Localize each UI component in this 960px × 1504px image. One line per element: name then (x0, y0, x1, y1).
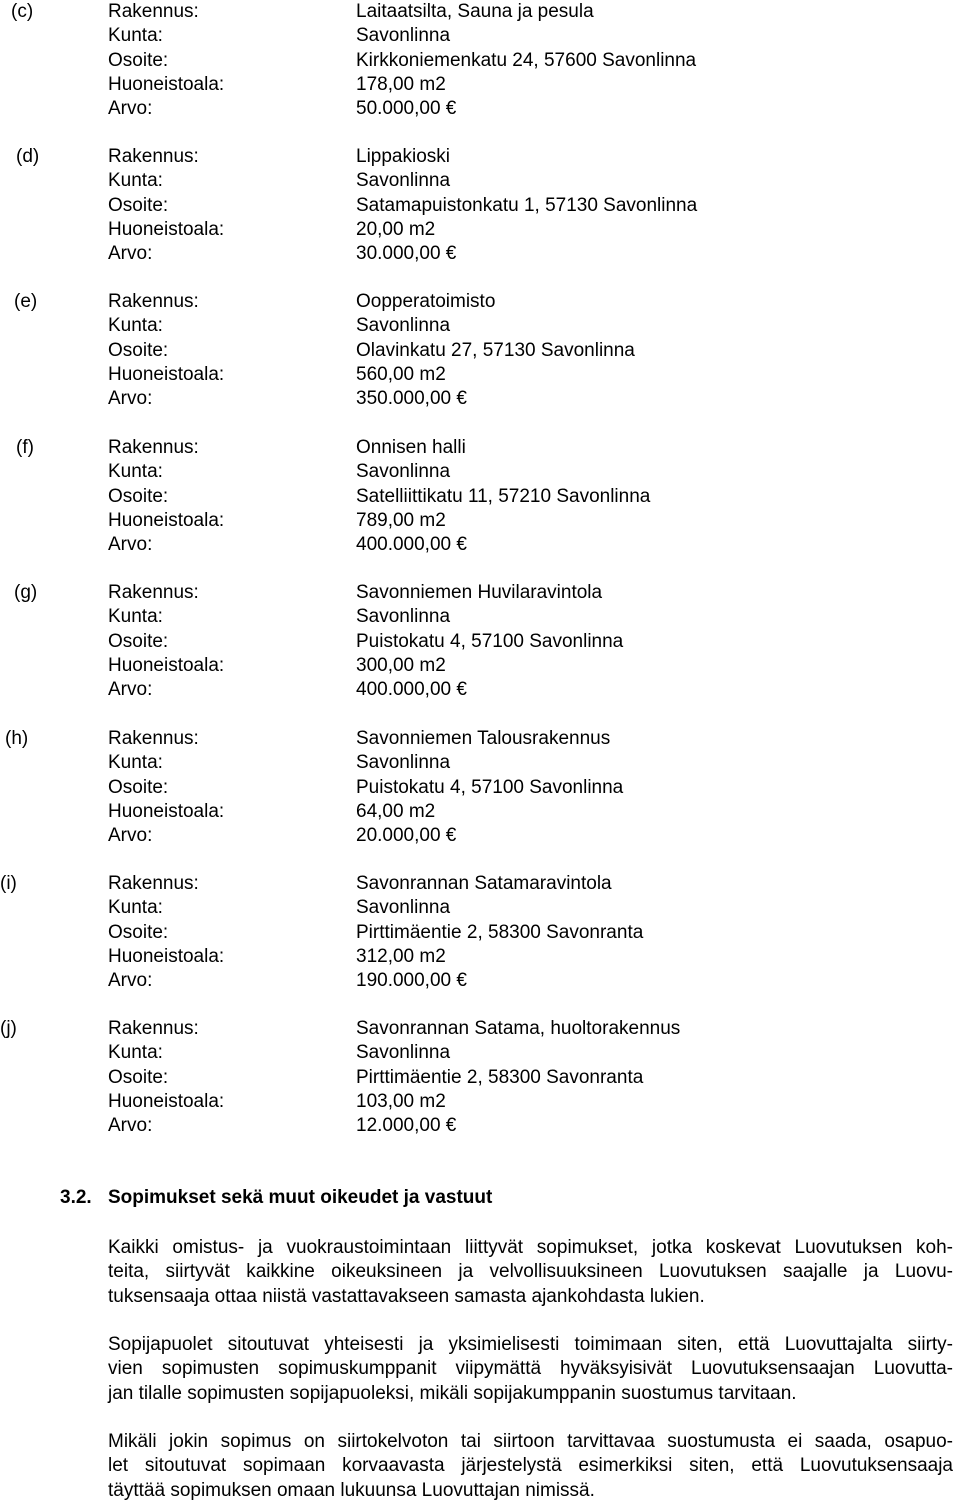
address-label: Osoite: (108, 339, 169, 361)
floor-area-label: Huoneistoala: (108, 654, 225, 676)
value-label: Arvo: (108, 98, 153, 120)
municipality-value: Savonlinna (356, 25, 451, 47)
building-label: Rakennus: (108, 582, 199, 603)
building-row (108, 145, 928, 169)
paragraph-2 (108, 1333, 953, 1406)
property-entry-j (0, 1017, 960, 1139)
municipality-value: Savonlinna (356, 606, 451, 628)
building-label: Rakennus: (108, 291, 199, 312)
address-row (108, 194, 928, 218)
property-entry-g (0, 581, 960, 703)
property-entry-c (0, 0, 960, 122)
paragraph-line: Sopijapuolet sitoutuvat yhteisesti ja yksimielisesti toimimaan siten, että Luovuttajalta siirty- (108, 1334, 953, 1355)
paragraph-1 (108, 1236, 953, 1309)
municipality-label: Kunta: (108, 606, 163, 628)
value-label: Arvo: (108, 534, 153, 556)
paragraph-line: Kaikki omistus- ja vuokraustoimintaan liittyvät sopimukset, jotka koskevat Luovutuksen koh- (108, 1237, 953, 1258)
floor-area-row (108, 509, 928, 533)
municipality-label: Kunta: (108, 315, 163, 337)
value-row (108, 824, 928, 848)
floor-area-value: 789,00 m2 (356, 509, 446, 531)
floor-area-label: Huoneistoala: (108, 509, 225, 531)
paragraph-line: jan tilalle sopimusten sopijapuoleksi, mikäli sopijakumppanin suostumus tarvitaan. (108, 1382, 797, 1404)
floor-area-row (108, 218, 928, 242)
floor-area-value: 20,00 m2 (356, 218, 436, 240)
municipality-value: Savonlinna (356, 897, 451, 919)
value-row (108, 533, 928, 557)
address-label: Osoite: (108, 921, 169, 943)
municipality-label: Kunta: (108, 1042, 163, 1064)
paragraph-line: tuksensaaja ottaa niistä vastattavakseen samasta ajankohdasta lukien. (108, 1285, 705, 1307)
value-value: 50.000,00 € (356, 98, 457, 120)
section-title: Sopimukset sekä muut oikeudet ja vastuut (108, 1187, 493, 1208)
floor-area-row (108, 73, 928, 97)
floor-area-value: 300,00 m2 (356, 654, 446, 676)
address-value: Satelliittikatu 11, 57210 Savonlinna (356, 485, 651, 507)
address-value: Olavinkatu 27, 57130 Savonlinna (356, 339, 635, 361)
municipality-row (108, 751, 928, 775)
floor-area-label: Huoneistoala: (108, 1090, 225, 1112)
entry-label: (g) (14, 582, 38, 603)
property-entry-h (0, 727, 960, 849)
municipality-label: Kunta: (108, 752, 163, 774)
value-value: 400.000,00 € (356, 534, 467, 556)
municipality-row (108, 1041, 928, 1065)
value-value: 400.000,00 € (356, 679, 467, 701)
floor-area-value: 560,00 m2 (356, 363, 446, 385)
building-label: Rakennus: (108, 1018, 199, 1039)
value-row (108, 387, 928, 411)
floor-area-value: 64,00 m2 (356, 800, 436, 822)
paragraph-line: Mikäli jokin sopimus on siirtokelvoton tai siirtoon tarvittavaa suostumusta ei saada, osapuo- (108, 1431, 953, 1452)
municipality-row (108, 460, 928, 484)
floor-area-label: Huoneistoala: (108, 800, 225, 822)
paragraph-line: let sitoutuvat sopimaan korvaavasta järjestelystä esimerkiksi siten, että Luovutuksensaaja (108, 1455, 953, 1477)
building-value: Oopperatoimisto (356, 291, 496, 312)
municipality-label: Kunta: (108, 170, 163, 192)
address-label: Osoite: (108, 1066, 169, 1088)
value-row (108, 1114, 928, 1138)
building-label: Rakennus: (108, 728, 199, 749)
value-row (108, 678, 928, 702)
address-row (108, 776, 928, 800)
building-row (108, 581, 928, 605)
floor-area-label: Huoneistoala: (108, 218, 225, 240)
address-label: Osoite: (108, 194, 169, 216)
property-entry-e (0, 290, 960, 412)
address-row (108, 49, 928, 73)
building-value: Savonniemen Talousrakennus (356, 728, 611, 749)
building-row (108, 1017, 928, 1041)
building-row (108, 290, 928, 314)
paragraph-line: vien sopimusten sopimuskumppanit viipymättä hyväksyisivät Luovutuksensaajan Luovutta- (108, 1358, 953, 1380)
value-label: Arvo: (108, 1115, 153, 1137)
value-value: 30.000,00 € (356, 243, 457, 265)
floor-area-row (108, 363, 928, 387)
building-row (108, 872, 928, 896)
municipality-value: Savonlinna (356, 170, 451, 192)
municipality-row (108, 605, 928, 629)
building-value: Lippakioski (356, 146, 450, 167)
building-value: Savonrannan Satama, huoltorakennus (356, 1018, 681, 1039)
building-value: Savonniemen Huvilaravintola (356, 582, 603, 603)
entry-label: (d) (16, 146, 40, 167)
value-row (108, 969, 928, 993)
municipality-row (108, 24, 928, 48)
floor-area-label: Huoneistoala: (108, 363, 225, 385)
building-value: Onnisen halli (356, 437, 466, 458)
building-row (108, 0, 928, 24)
address-row (108, 921, 928, 945)
building-label: Rakennus: (108, 1, 199, 22)
paragraph-line: täyttää sopimuksen omaan lukuunsa Luovuttajan nimissä. (108, 1479, 595, 1501)
value-row (108, 97, 928, 121)
floor-area-value: 178,00 m2 (356, 73, 446, 95)
entry-label: (j) (0, 1018, 17, 1039)
address-row (108, 630, 928, 654)
address-value: Puistokatu 4, 57100 Savonlinna (356, 630, 624, 652)
value-value: 350.000,00 € (356, 388, 467, 410)
address-value: Pirttimäentie 2, 58300 Savonranta (356, 1066, 644, 1088)
value-value: 12.000,00 € (356, 1115, 457, 1137)
municipality-label: Kunta: (108, 461, 163, 483)
address-label: Osoite: (108, 776, 169, 798)
municipality-value: Savonlinna (356, 752, 451, 774)
section-number: 3.2. (60, 1187, 92, 1208)
municipality-value: Savonlinna (356, 1042, 451, 1064)
property-entry-i (0, 872, 960, 994)
building-label: Rakennus: (108, 146, 199, 167)
entry-label: (c) (11, 1, 34, 22)
entry-label: (h) (5, 728, 29, 749)
value-row (108, 242, 928, 266)
municipality-row (108, 169, 928, 193)
address-label: Osoite: (108, 630, 169, 652)
building-label: Rakennus: (108, 873, 199, 894)
address-row (108, 1066, 928, 1090)
paragraph-3 (108, 1430, 953, 1503)
property-entry-f (0, 436, 960, 558)
value-label: Arvo: (108, 679, 153, 701)
floor-area-value: 312,00 m2 (356, 945, 446, 967)
floor-area-label: Huoneistoala: (108, 945, 225, 967)
municipality-value: Savonlinna (356, 315, 451, 337)
building-label: Rakennus: (108, 437, 199, 458)
municipality-label: Kunta: (108, 897, 163, 919)
floor-area-label: Huoneistoala: (108, 73, 225, 95)
entry-label: (e) (14, 291, 38, 312)
value-value: 20.000,00 € (356, 825, 457, 847)
municipality-label: Kunta: (108, 25, 163, 47)
building-value: Laitaatsilta, Sauna ja pesula (356, 1, 594, 22)
address-value: Satamapuistonkatu 1, 57130 Savonlinna (356, 194, 698, 216)
property-entry-d (0, 145, 960, 267)
value-label: Arvo: (108, 970, 153, 992)
building-row (108, 727, 928, 751)
address-value: Kirkkoniemenkatu 24, 57600 Savonlinna (356, 49, 697, 71)
floor-area-row (108, 654, 928, 678)
value-label: Arvo: (108, 825, 153, 847)
entry-label: (i) (0, 873, 17, 894)
building-value: Savonrannan Satamaravintola (356, 873, 612, 894)
floor-area-row (108, 800, 928, 824)
address-value: Puistokatu 4, 57100 Savonlinna (356, 776, 624, 798)
municipality-value: Savonlinna (356, 461, 451, 483)
paragraph-line: teita, siirtyvät kaikkine oikeuksineen ja velvollisuuksineen Luovutuksen saajalle ja Luovu- (108, 1261, 953, 1283)
address-label: Osoite: (108, 485, 169, 507)
address-row (108, 485, 928, 509)
entry-label: (f) (16, 437, 34, 458)
value-value: 190.000,00 € (356, 970, 467, 992)
address-label: Osoite: (108, 49, 169, 71)
floor-area-row (108, 1090, 928, 1114)
floor-area-value: 103,00 m2 (356, 1090, 446, 1112)
municipality-row (108, 896, 928, 920)
address-row (108, 339, 928, 363)
value-label: Arvo: (108, 388, 153, 410)
address-value: Pirttimäentie 2, 58300 Savonranta (356, 921, 644, 943)
municipality-row (108, 314, 928, 338)
floor-area-row (108, 945, 928, 969)
building-row (108, 436, 928, 460)
value-label: Arvo: (108, 243, 153, 265)
